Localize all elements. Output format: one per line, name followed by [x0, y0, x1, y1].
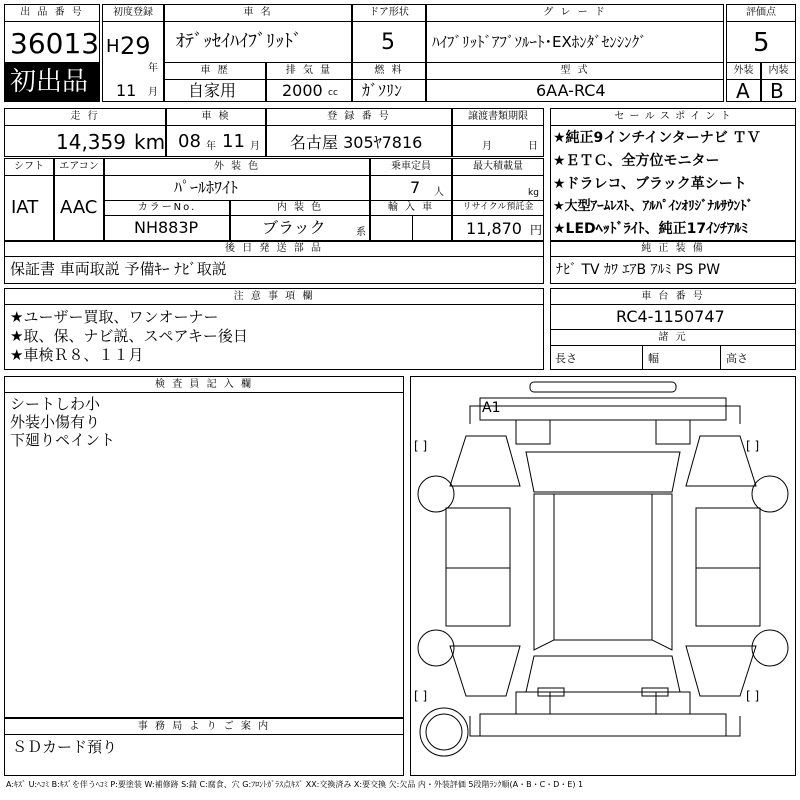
wheel-rear-right — [752, 630, 788, 666]
diagram-bracket-right-top: [ ] — [746, 439, 760, 453]
first-listing-text: 初出品 — [10, 67, 89, 97]
hood-top — [480, 398, 726, 420]
capacity-unit: 人 — [434, 187, 444, 198]
rear-bumper — [470, 716, 740, 736]
taillight-right — [656, 692, 690, 714]
pillar-left — [534, 494, 554, 650]
width-label: 幅 — [648, 352, 659, 365]
grade-label: グ レ ー ド — [543, 7, 607, 18]
doors-value: 5 — [381, 30, 395, 55]
grille — [530, 382, 676, 392]
interior-grade: B — [770, 79, 784, 103]
roof — [554, 494, 652, 640]
import-label: 輸 入 車 — [387, 202, 435, 213]
rear-window — [526, 656, 680, 692]
capacity-value: 7 — [410, 178, 421, 197]
model-label: 車 名 — [243, 7, 273, 18]
car-diagram — [410, 376, 796, 776]
sales-point-item: ★LEDﾍｯﾄﾞﾗｲﾄ、純正17ｲﾝﾁｱﾙﾐ — [553, 221, 749, 237]
type-value: 6AA-RC4 — [536, 81, 606, 100]
reg-year: 29 — [120, 32, 151, 60]
front-wing-right — [686, 436, 756, 486]
legend-text: A:ｷｽﾞ U:ﾍｺﾐ B:ｷｽﾞを伴うﾍｺﾐ P:要塗装 W:補修跡 S:錆 C:腐食、穴 G:ﾌﾛﾝﾄｶﾞﾗｽ点ｷｽﾞ XX:交換済み X:要交換 欠:欠品 内・外装評価 5段階ﾗﾝｸ順(A・B・C・D・E) 1 — [6, 780, 584, 789]
side-left — [446, 508, 510, 626]
headlight-left — [516, 420, 550, 444]
diagram-bracket-left-top: [ ] — [414, 439, 428, 453]
inspector-item: 下廻りペイント — [10, 431, 116, 449]
inspector-label: 検 査 員 記 入 欄 — [155, 379, 253, 390]
displacement-value: 2000 — [282, 81, 323, 100]
fuel-value: ｶﾞｿﾘﾝ — [362, 81, 403, 100]
pillar-right — [652, 494, 672, 650]
ac-label: エアコン — [59, 161, 99, 172]
recycle-unit: 円 — [530, 223, 543, 237]
chassis-label: 車 台 番 号 — [641, 291, 705, 302]
color-no-label: カラーNo. — [137, 202, 197, 213]
front-wing-left — [450, 436, 520, 486]
capacity-label: 乗車定員 — [391, 161, 431, 172]
note-item: ★取、保、ナビ説、スペアキー後日 — [10, 327, 248, 345]
mileage-unit: km — [134, 130, 166, 154]
inspector-item: シートしわ小 — [10, 395, 101, 413]
plate-label: 登 録 番 号 — [327, 111, 391, 122]
shift-label: シフト — [14, 161, 44, 172]
exterior-color-value: ﾊﾟｰﾙﾎﾜｲﾄ — [174, 178, 239, 197]
later-parts-label: 後 日 発 送 部 品 — [225, 243, 323, 254]
inspection-year-unit: 年 — [206, 141, 216, 152]
history-label: 車 歴 — [200, 65, 230, 76]
diagram-marker: A1 — [482, 400, 501, 416]
mileage-label: 走 行 — [70, 111, 100, 122]
reg-year-unit: 年 — [148, 63, 158, 74]
interior-color-unit: 系 — [356, 227, 366, 238]
headlight-right — [656, 420, 690, 444]
windshield — [526, 452, 680, 492]
history-value: 自家用 — [188, 81, 237, 100]
equipment-value: ﾅﾋﾞ TV ｶﾜ ｴｱB ｱﾙﾐ PS PW — [556, 262, 721, 278]
inspector-item: 外装小傷有り — [10, 413, 101, 431]
sales-points-label: セ ー ル ス ポ イ ン ト — [614, 111, 732, 122]
dimensions-box — [550, 345, 796, 370]
wheel-rear-left — [418, 630, 454, 666]
spare-tire-inner — [426, 714, 462, 750]
office-value: ＳＤカード預り — [12, 738, 118, 756]
sales-point-item: ★ドラレコ、ブラック革シート — [553, 176, 747, 192]
recycle-value: 11,870 — [466, 219, 522, 238]
plate-value: 名古屋 305ﾔ7816 — [290, 133, 423, 152]
sales-point-item: ★純正9インチインターナビ ＴＶ — [553, 130, 761, 146]
max-load-unit: kg — [528, 188, 539, 198]
inspection-month-unit: 月 — [250, 141, 260, 152]
office-label: 事 務 局 よ り ご 案 内 — [137, 721, 271, 732]
diagram-bracket-left-bottom: [ ] — [414, 689, 428, 703]
dimensions-divider — [720, 345, 721, 370]
reg-month: 11 — [116, 81, 137, 100]
first-reg-label: 初度登録 — [113, 7, 153, 18]
tailgate — [480, 714, 726, 736]
displacement-label: 排 気 量 — [285, 65, 333, 76]
interior-color-value: ブラック — [262, 218, 326, 237]
interior-color-label: 内 装 色 — [276, 202, 324, 213]
dimensions-label: 諸 元 — [658, 332, 688, 343]
length-label: 長さ — [555, 352, 577, 365]
lot-no: 36013 — [10, 27, 100, 60]
max-load-label: 最大積載量 — [473, 161, 523, 172]
ac-value: AAC — [60, 197, 98, 218]
reg-era: H — [106, 36, 120, 57]
exterior-color-label: 外 装 色 — [213, 161, 261, 172]
note-item: ★車検Ｒ８、１１月 — [10, 346, 144, 364]
grade-value: ﾊｲﾌﾞﾘｯﾄﾞｱﾌﾞｿﾙｰﾄ･EXﾎﾝﾀﾞｾﾝｼﾝｸﾞ — [432, 33, 647, 51]
front-bumper — [470, 406, 740, 424]
chassis-value: RC4-1150747 — [616, 307, 725, 326]
import-divider — [412, 215, 413, 241]
inspection-year: 08 — [178, 131, 201, 152]
transfer-month: 月 — [482, 141, 492, 152]
doors-label: ドア形状 — [369, 7, 409, 18]
interior-grade-label: 内装 — [768, 65, 789, 76]
transfer-label: 譲渡書類期限 — [468, 111, 528, 122]
equipment-label: 純 正 装 備 — [641, 243, 705, 254]
model-name: ｵﾃﾞｯｾｲﾊｲﾌﾞﾘｯﾄﾞ — [176, 31, 302, 52]
sales-point-item: ★大型ｱｰﾑﾚｽﾄ、ｱﾙﾊﾟｲﾝｵﾘｼﾞﾅﾙｻｳﾝﾄﾞ — [553, 199, 754, 214]
color-no-value: NH883P — [134, 218, 199, 237]
dimensions-divider — [642, 345, 643, 370]
taillight-left — [516, 692, 550, 714]
sales-point-item: ★ＥＴＣ、全方位モニター — [553, 153, 720, 169]
note-item: ★ユーザー買取、ワンオーナー — [10, 308, 219, 326]
shift-value: IAT — [11, 197, 39, 218]
later-parts-value: 保証書 車両取説 予備ｷｰ ﾅﾋﾞ取説 — [10, 260, 227, 278]
side-right — [696, 508, 760, 626]
mileage-value: 14,359 — [56, 130, 126, 154]
inspection-month: 11 — [222, 131, 245, 152]
wheel-front-right — [752, 476, 788, 512]
import-box — [370, 215, 452, 241]
wheel-front-left — [418, 476, 454, 512]
height-label: 高さ — [726, 352, 748, 365]
rear-wing-left — [450, 646, 520, 696]
diagram-bracket-right-bottom: [ ] — [746, 689, 760, 703]
score-value: 5 — [753, 28, 770, 58]
score-label: 評価点 — [746, 7, 776, 18]
transfer-day: 日 — [528, 141, 538, 152]
inspection-label: 車 検 — [201, 111, 231, 122]
rear-wing-right — [686, 646, 756, 696]
lot-no-label: 出 品 番 号 — [20, 7, 84, 18]
exterior-grade: A — [736, 79, 750, 103]
exterior-grade-label: 外装 — [733, 65, 754, 76]
reg-month-unit: 月 — [148, 87, 158, 98]
notes-label: 注 意 事 項 欄 — [233, 291, 315, 302]
recycle-label: リサイクル預託金 — [462, 202, 534, 212]
spare-tire — [420, 708, 468, 756]
fuel-label: 燃 料 — [374, 65, 404, 76]
type-label: 型 式 — [560, 65, 590, 76]
displacement-unit: cc — [328, 88, 338, 98]
